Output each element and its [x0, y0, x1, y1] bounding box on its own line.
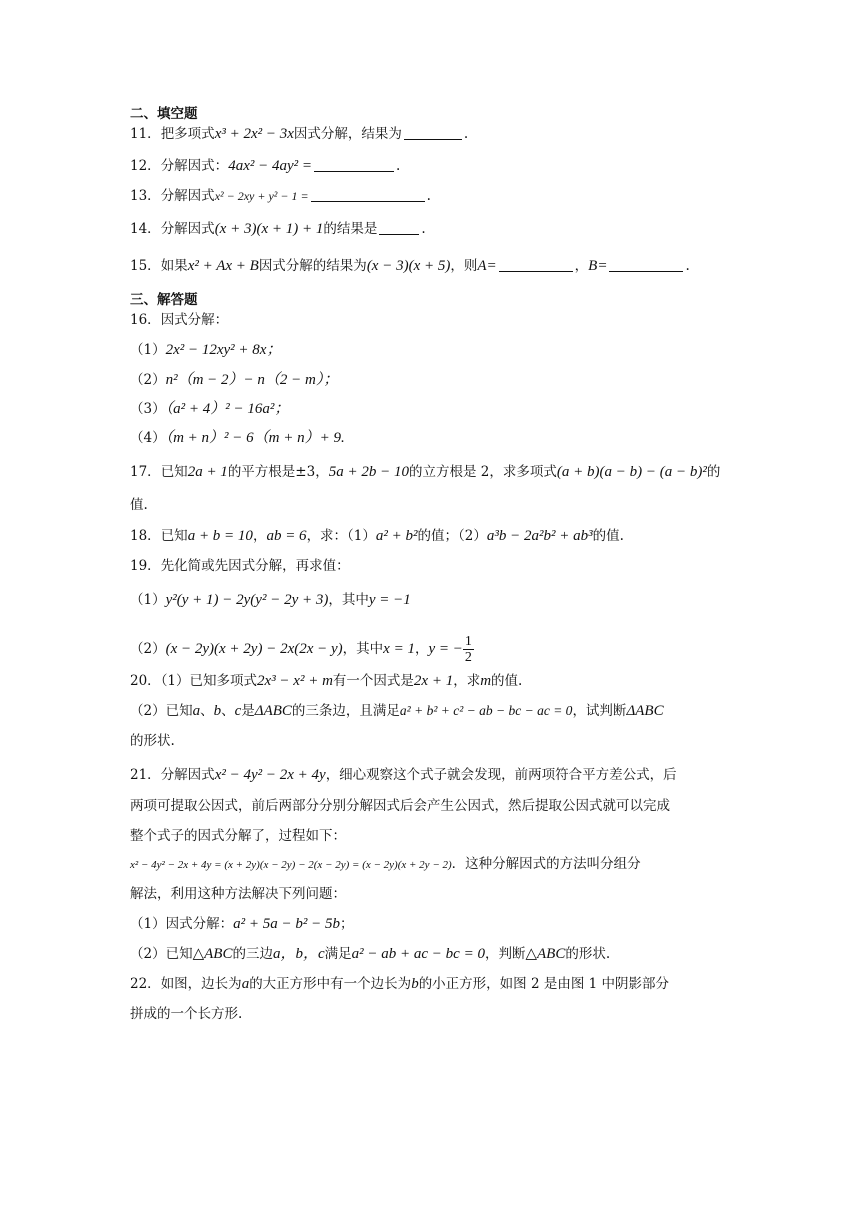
question-16-part-2: （2）n²（m − 2）− n（2 − m）； [130, 372, 339, 388]
math-expression: （a² + 4）² − 16a²； [165, 401, 290, 417]
question-21-part-1: （1）因式分解：a² + 5a − b² − 5b； [130, 916, 354, 932]
question-20-line-3: 的形状. [130, 733, 175, 749]
math-expression: a² + b² + c² − ab − bc − ac = 0 [399, 703, 573, 718]
question-19-part-1: （1）y²(y + 1) − 2y(y² − 2y + 3)，其中y = −1 [130, 592, 411, 608]
question-number: 19． [130, 558, 161, 574]
math-expression: n²（m − 2）− n（2 − m）； [165, 372, 339, 388]
question-20-part-2: （2）已知a、b、c是ΔABC的三条边，且满足a² + b² + c² − ab − bc − ac = 0，试判断ΔABC [130, 703, 664, 719]
answer-blank[interactable] [404, 125, 462, 140]
math-expression: x² − 4y² − 2x + 4y = (x + 2y)(x − 2y) − 2(x − 2y) = (x − 2y)(x + 2y − 2) [130, 859, 452, 871]
math-expression: 2a + 1 [187, 464, 228, 480]
math-expression: (a + b)(a − b) − (a − b)² [556, 464, 707, 480]
math-expression: a³b − 2a²b² + ab³ [486, 528, 593, 544]
question-21: 21．分解因式x² − 4y² − 2x + 4y，细心观察这个式子就会发现，前两项符合平方差公式，后 [130, 767, 677, 783]
answer-blank[interactable] [379, 220, 419, 235]
question-21-line-5: 解法，利用这种方法解决下列问题： [130, 886, 346, 902]
question-16: 16．因式分解： [130, 312, 229, 328]
math-expression: a² + 5a − b² − 5b [233, 916, 340, 932]
math-expression: 5a + 2b − 10 [328, 464, 409, 480]
question-number: 14． [130, 221, 161, 237]
question-16-part-1: （1）2x² − 12xy² + 8x； [130, 342, 282, 358]
math-expression: 4ax² − 4ay² = [228, 158, 312, 174]
math-expression: (x − 2y)(x + 2y) − 2x(2x − y) [165, 641, 343, 657]
question-15: 15．如果x² + Ax + B因式分解的结果为(x − 3)(x + 5)，则A= ，B= . [130, 258, 690, 274]
section-heading-fill-blank: 二、填空题 [130, 106, 198, 122]
question-21-line-3: 整个式子的因式分解了，过程如下： [130, 828, 346, 844]
math-expression: y²(y + 1) − 2y(y² − 2y + 3) [165, 592, 329, 608]
math-expression: x = 1 [383, 641, 415, 657]
question-number: 11． [130, 126, 161, 142]
math-expression: (x + 3)(x + 1) + 1 [214, 221, 324, 237]
math-expression: (x − 3)(x + 5) [366, 258, 451, 274]
question-19-part-2: （2）(x − 2y)(x + 2y) − 2x(2x − y)，其中x = 1，y = − $\frac{1}{2}$ [130, 634, 472, 665]
math-expression: a + b = 10 [187, 528, 253, 544]
math-expression: x² + Ax + B [187, 258, 259, 274]
question-number: 12． [130, 158, 161, 174]
question-13: 13．分解因式x² − 2xy + y² − 1 = . [130, 188, 431, 204]
math-expression: a² + b² [375, 528, 418, 544]
question-number: 17． [130, 464, 161, 480]
question-number: 13． [130, 188, 161, 204]
question-number: 20． [130, 673, 161, 689]
section-heading-solutions: 三、解答题 [130, 292, 198, 308]
math-expression: （m + n）² − 6（m + n）+ 9. [165, 430, 345, 446]
math-expression: y = −1 [368, 592, 411, 608]
math-expression: 2x³ − x² + m [257, 673, 333, 689]
answer-blank-b[interactable] [609, 257, 683, 272]
question-19: 19．先化简或先因式分解，再求值： [130, 558, 350, 574]
question-11: 11．把多项式x³ + 2x² − 3x因式分解，结果为 . [130, 126, 469, 142]
question-17-line-2: 值. [130, 497, 148, 513]
answer-blank[interactable] [314, 157, 394, 172]
question-18: 18．已知a + b = 10，ab = 6，求：（1）a² + b²的值；（2）a³b − 2a²b² + ab³的值. [130, 528, 624, 544]
math-expression: y = − [428, 641, 463, 657]
question-14: 14．分解因式(x + 3)(x + 1) + 1的结果是 . [130, 221, 426, 237]
question-number: 21． [130, 767, 161, 783]
question-number: 22． [130, 976, 161, 992]
question-21-line-2: 两项可提取公因式，前后两部分分别分解因式后会产生公因式，然后提取公因式就可以完成 [130, 798, 670, 814]
question-12: 12．分解因式：4ax² − 4ay² = . [130, 158, 401, 174]
math-expression: a² − ab + ac − bc = 0 [351, 946, 485, 962]
question-17: 17．已知2a + 1的平方根是±3，5a + 2b − 10的立方根是 2，求多项式(a + b)(a − b) − (a − b)²的 [130, 464, 721, 480]
math-expression: x² − 2xy + y² − 1 = [214, 189, 309, 203]
question-16-part-4: （4）（m + n）² − 6（m + n）+ 9. [130, 430, 345, 446]
question-number: 18． [130, 528, 161, 544]
answer-blank-a[interactable] [499, 257, 573, 272]
question-22-line-2: 拼成的一个长方形. [130, 1006, 243, 1022]
question-20-part-1: 20．（1）已知多项式2x³ − x² + m有一个因式是2x + 1，求m的值. [130, 673, 523, 689]
math-expression: x³ + 2x² − 3x [214, 126, 294, 142]
math-expression: ab = 6 [266, 528, 307, 544]
question-21-line-4: x² − 4y² − 2x + 4y = (x + 2y)(x − 2y) − 2(x − 2y) = (x − 2y)(x + 2y − 2)．这种分解因式的方法叫分组分 [130, 856, 641, 872]
question-21-part-2: （2）已知△ABC的三边a，b，c满足a² − ab + ac − bc = 0，判断△ABC的形状. [130, 946, 611, 962]
answer-blank[interactable] [311, 187, 425, 202]
math-expression: 2x + 1 [413, 673, 454, 689]
question-22: 22．如图，边长为a的大正方形中有一个边长为b的小正方形，如图 2 是由图 1 中阴影部分 [130, 976, 670, 992]
question-number: 16． [130, 312, 161, 328]
fraction: $\frac{1}{2}$ [464, 634, 472, 665]
math-expression: 2x² − 12xy² + 8x； [165, 342, 282, 358]
math-expression: x² − 4y² − 2x + 4y [214, 767, 326, 783]
question-number: 15． [130, 258, 161, 274]
question-16-part-3: （3）（a² + 4）² − 16a²； [130, 401, 290, 417]
